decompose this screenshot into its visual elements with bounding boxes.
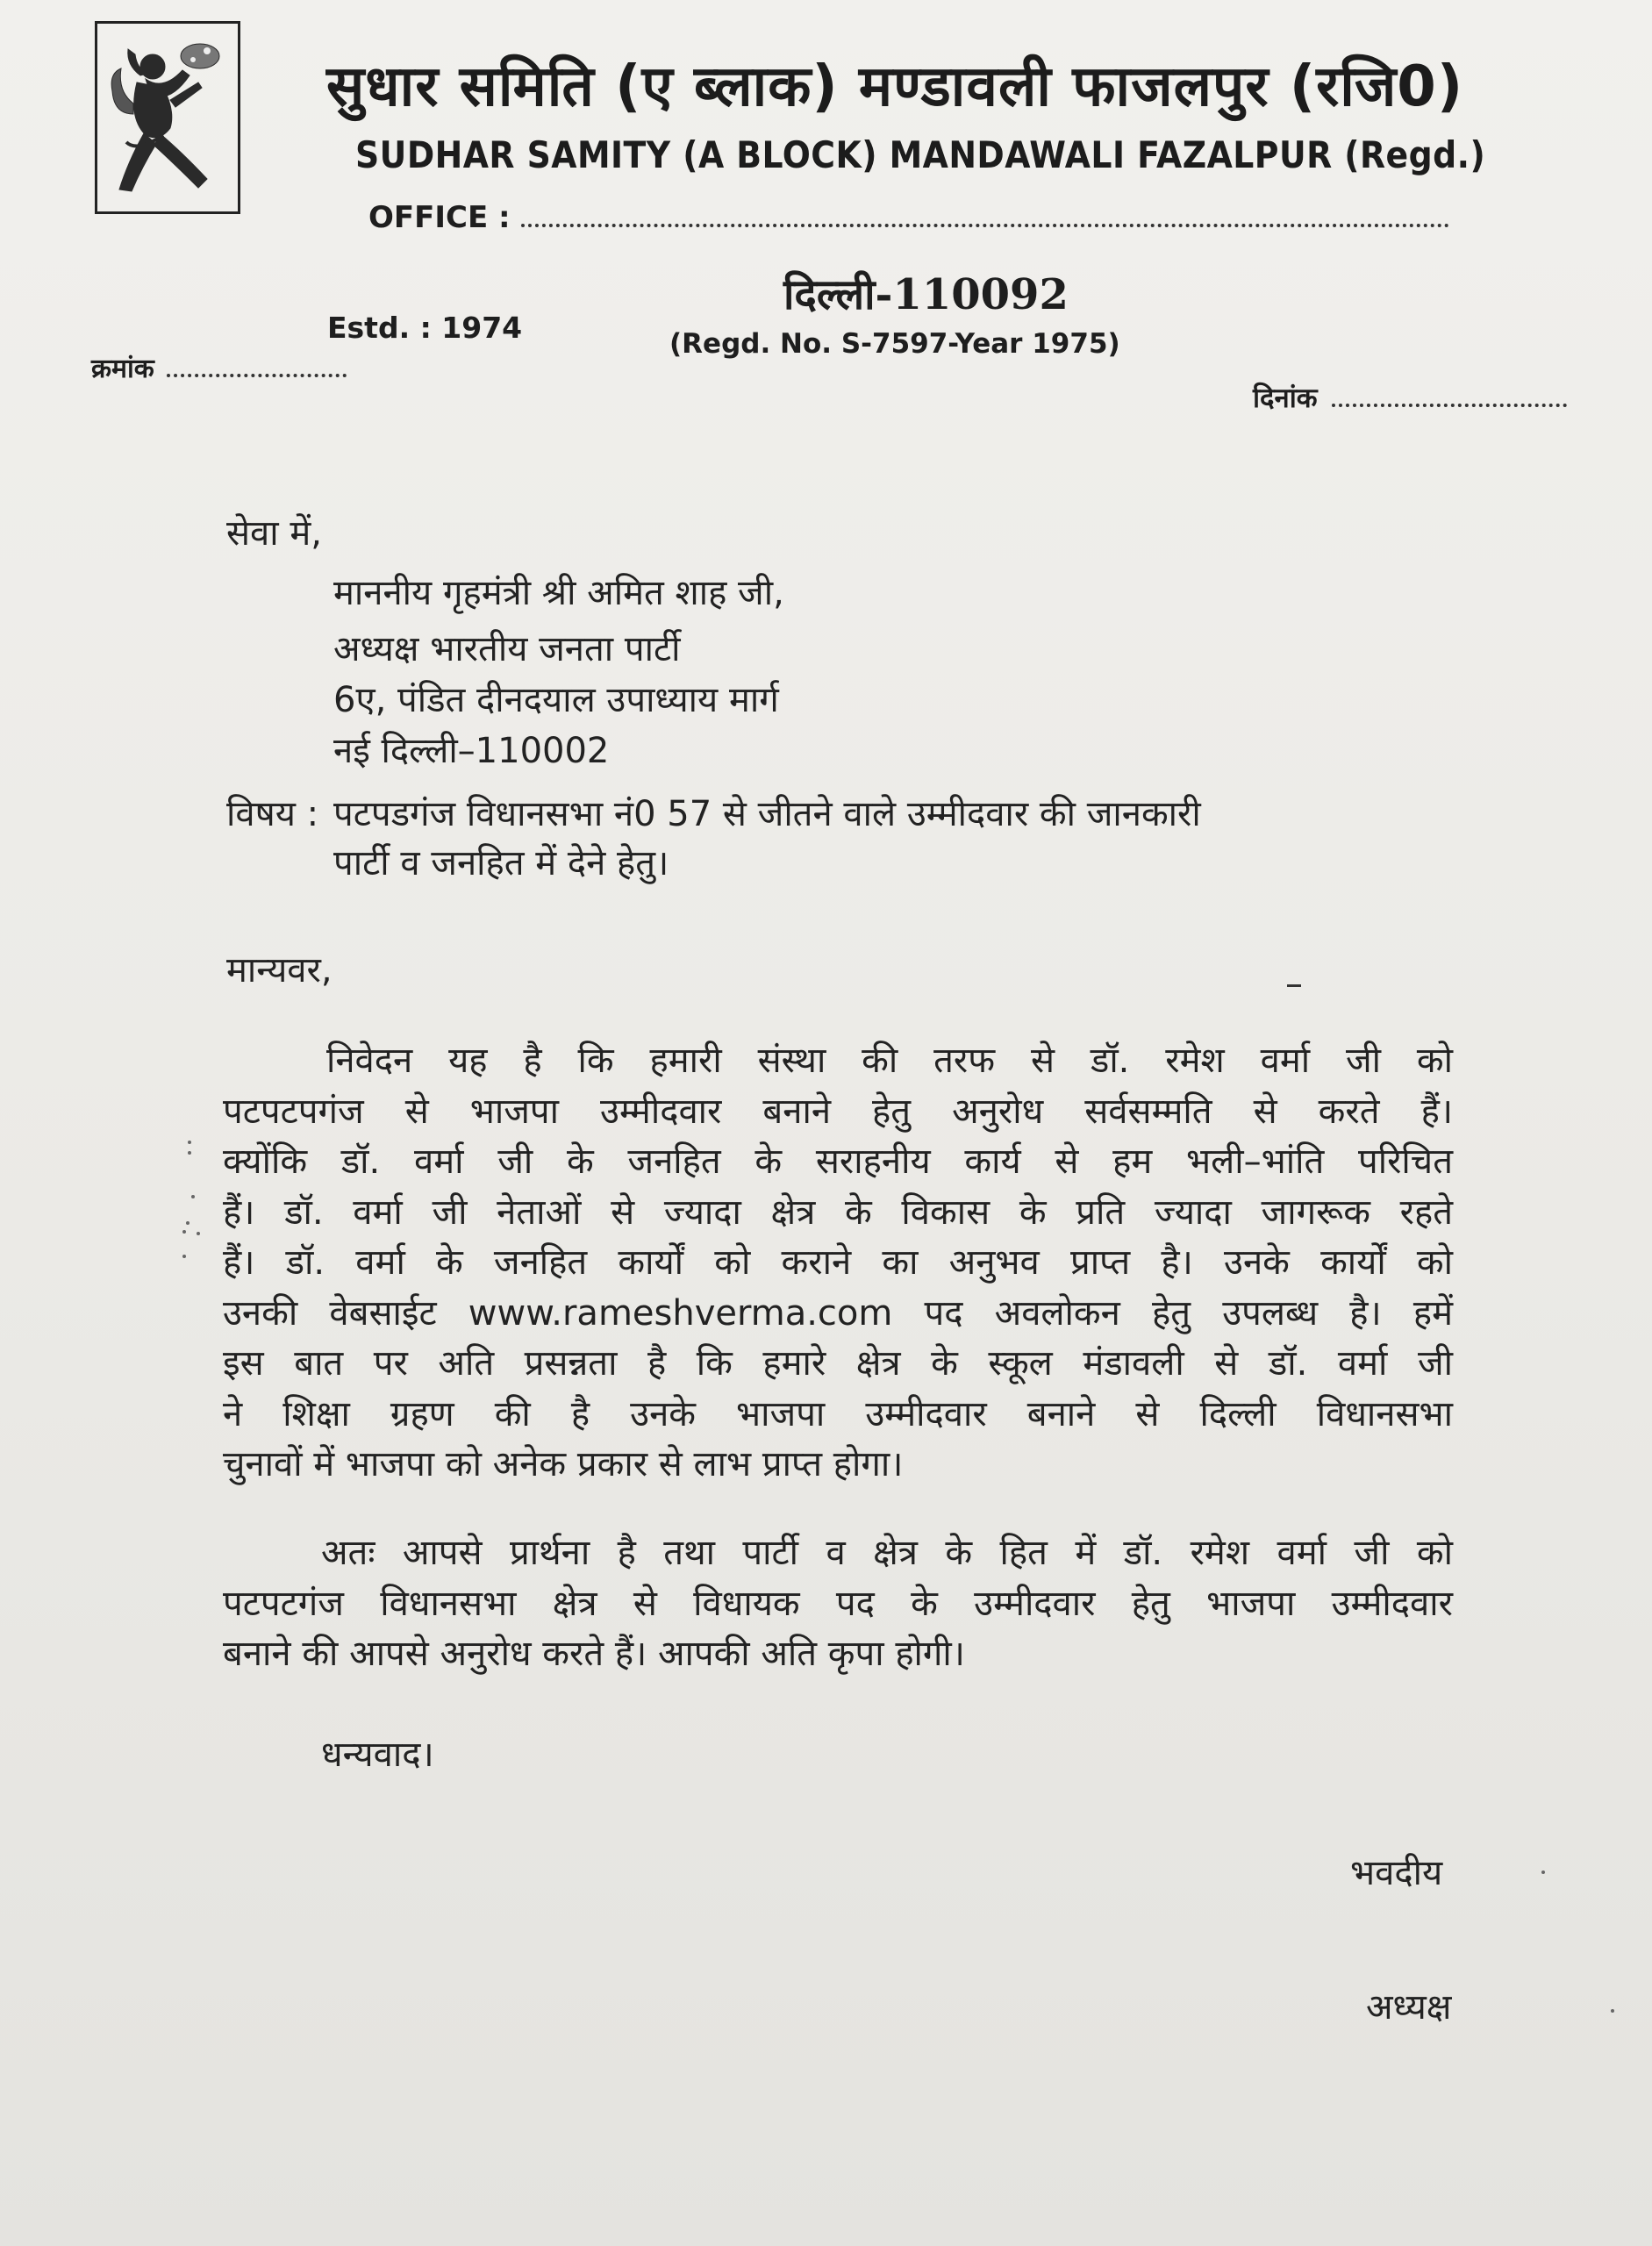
office-label: OFFICE : <box>368 200 511 235</box>
address-line: माननीय गृहमंत्री श्री अमित शाह जी, <box>333 573 784 613</box>
dinank-dotted-line <box>1332 384 1567 407</box>
office-field <box>368 200 1449 235</box>
margin-speck <box>182 1230 186 1234</box>
dinank-label: दिनांक <box>1253 383 1318 414</box>
margin-speck <box>1541 1870 1545 1874</box>
address-line: अध्यक्ष भारतीय जनता पार्टी <box>333 629 681 669</box>
address-line: नई दिल्ली–110002 <box>333 731 610 771</box>
paragraph-line: उनकी वेबसाईट www.rameshverma.com पद अवलोकन हेतु उपलब्ध है। हमें <box>223 1292 1453 1334</box>
registration-number: (Regd. No. S-7597-Year 1975) <box>669 328 1120 360</box>
city-pincode: दिल्ली-110092 <box>783 270 1069 319</box>
reference-number-field <box>91 349 347 385</box>
paragraph-line: इस बात पर अति प्रसन्नता है कि हमारे क्षेत्र के स्कूल मंडावली से डॉ. वर्मा जी <box>223 1343 1453 1384</box>
to-label: सेवा में, <box>226 513 322 554</box>
paragraph-line: पटपटपगंज से भाजपा उम्मीदवार बनाने हेतु अनुरोध सर्वसम्मति से करते हैं। <box>223 1091 1453 1132</box>
paragraph-line: निवेदन यह है कि हमारी संस्था की तरफ से डॉ. रमेश वर्मा जी को <box>326 1041 1453 1081</box>
closing-text: भवदीय <box>1350 1853 1443 1893</box>
address-line: 6ए, पंडित दीनदयाल उपाध्याय मार्ग <box>333 680 779 720</box>
date-field <box>1253 379 1567 416</box>
organization-name-english: SUDHAR SAMITY (A BLOCK) MANDAWALI FAZALPUR (Regd.) <box>355 133 1486 176</box>
margin-speck <box>186 1221 190 1225</box>
paragraph-line: ने शिक्षा ग्रहण की है उनके भाजपा उम्मीदवार बनाने से दिल्ली विधानसभा <box>223 1393 1453 1434</box>
subject-label: विषय : <box>226 794 319 834</box>
organization-name-hindi: सुधार समिति (ए ब्लाक) मण्डावली फाजलपुर (रजि0) <box>326 54 1464 119</box>
margin-speck <box>188 1151 191 1155</box>
margin-speck <box>182 1255 186 1258</box>
kramank-dotted-line <box>167 354 347 377</box>
paragraph-2 <box>223 1528 1453 1680</box>
paragraph-line: बनाने की आपसे अनुरोध करते हैं। आपकी अति कृपा होगी। <box>223 1634 965 1674</box>
margin-speck <box>1611 2009 1614 2013</box>
paragraph-line: हैं। डॉ. वर्मा के जनहित कार्यों को कराने का अनुभव प्राप्त है। उनके कार्यों को <box>223 1242 1453 1283</box>
hanuman-emblem-icon <box>102 30 233 205</box>
thanks-note: धन्यवाद। <box>321 1735 434 1775</box>
paragraph-line: क्योंकि डॉ. वर्मा जी के जनहित के सराहनीय कार्य से हम भली–भांति परिचित <box>223 1141 1453 1182</box>
subject-line: पटपडगंज विधानसभा नं0 57 से जीतने वाले उम्मीदवार की जानकारी <box>333 794 1201 834</box>
signatory-title: अध्यक्ष <box>1366 1987 1452 2028</box>
office-dotted-line <box>521 203 1449 227</box>
paragraph-line: अतः आपसे प्रार्थना है तथा पार्टी व क्षेत्र के हित में डॉ. रमेश वर्मा जी को <box>321 1533 1453 1573</box>
paragraph-line: चुनावों में भाजपा को अनेक प्रकार से लाभ प्राप्त होगा। <box>223 1444 904 1484</box>
salutation: मान्यवर, <box>226 950 333 991</box>
kramank-label: क्रमांक <box>91 354 154 384</box>
margin-speck <box>191 1195 195 1198</box>
paragraph-line: हैं। डॉ. वर्मा जी नेताओं से ज्यादा क्षेत्र के विकास के प्रति ज्यादा जागरूक रहते <box>223 1191 1453 1233</box>
paragraph-1 <box>223 1036 1453 1491</box>
subject-line: पार्टी व जनहित में देने हेतु। <box>333 843 669 883</box>
hanuman-logo <box>95 21 240 214</box>
margin-speck <box>188 1141 191 1144</box>
established-year: Estd. : 1974 <box>327 311 523 345</box>
subject <box>226 790 1201 888</box>
margin-speck <box>197 1232 200 1235</box>
paragraph-line: पटपटगंज विधानसभा क्षेत्र से विधायक पद के उम्मीदवार हेतु भाजपा उम्मीदवार <box>223 1583 1453 1624</box>
stray-mark <box>1287 984 1301 987</box>
